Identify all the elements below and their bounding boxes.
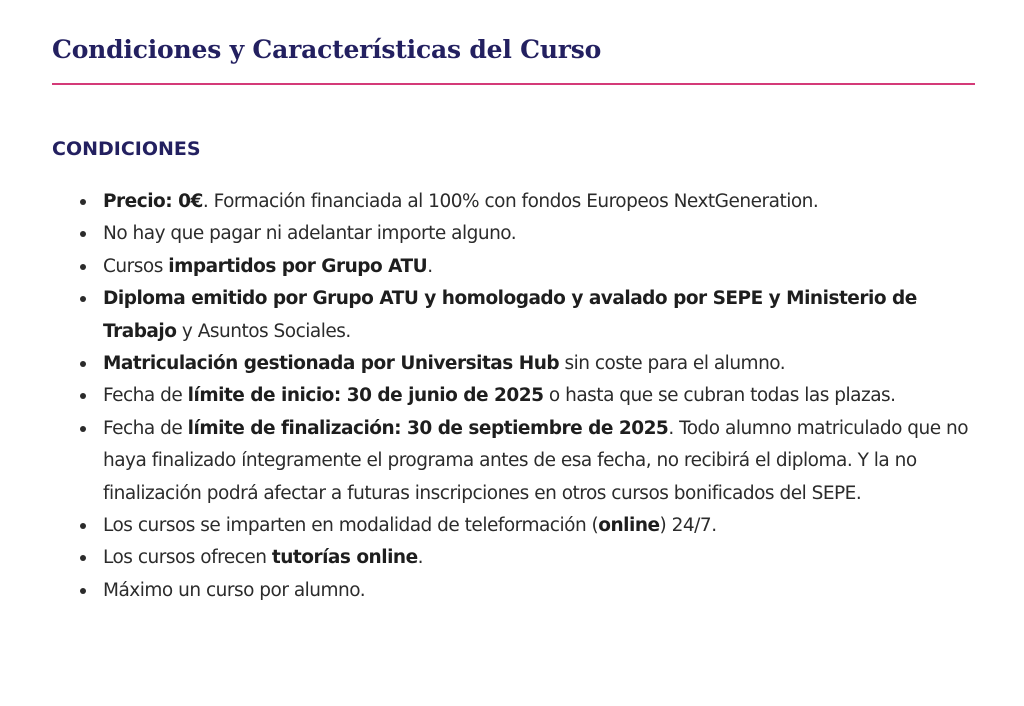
list-item bbox=[103, 575, 983, 607]
item-text: Fecha de bbox=[103, 385, 188, 407]
item-text: Los cursos ofrecen bbox=[103, 547, 272, 569]
bullet-icon bbox=[80, 231, 86, 237]
bullet-icon bbox=[80, 426, 86, 432]
item-text: Máximo un curso por alumno. bbox=[103, 579, 366, 601]
list-item bbox=[103, 251, 983, 283]
bullet-icon bbox=[80, 393, 86, 399]
emphasis-text: online bbox=[598, 515, 660, 537]
bullet-icon bbox=[80, 264, 86, 270]
item-text: ) 24/7. bbox=[659, 515, 717, 537]
emphasis-text: tutorías online bbox=[271, 547, 418, 569]
emphasis-text: límite de finalización: 30 de septiembre de 2025 bbox=[187, 417, 669, 439]
emphasis-text: Diploma emitido por Grupo ATU y homologado y avalado por SEPE y Ministerio de Trabajo bbox=[103, 288, 917, 342]
item-text: sin coste para el alumno. bbox=[559, 353, 786, 375]
list-item bbox=[103, 542, 983, 574]
conditions-list bbox=[103, 186, 983, 607]
bullet-icon bbox=[80, 361, 86, 367]
emphasis-text: impartidos por Grupo ATU bbox=[168, 255, 428, 277]
item-text: y Asuntos Sociales. bbox=[176, 320, 351, 342]
bullet-icon bbox=[80, 588, 86, 594]
item-text: . bbox=[427, 255, 433, 277]
list-item bbox=[103, 283, 983, 348]
list-item bbox=[103, 186, 983, 218]
bullet-icon bbox=[80, 523, 86, 529]
item-text: . Todo alumno matriculado que no haya finalizado íntegramente el programa antes de esa fecha, no recibirá el diploma. Y la no finalización podrá afectar a futuras inscripciones en otros cursos bonificados del SEPE. bbox=[103, 417, 969, 504]
section-heading: CONDICIONES bbox=[52, 138, 201, 160]
emphasis-text: límite de inicio: 30 de junio de 2025 bbox=[187, 385, 544, 407]
bullet-icon bbox=[80, 199, 86, 205]
bullet-icon bbox=[80, 296, 86, 302]
emphasis-text: Matriculación gestionada por Universitas Hub bbox=[103, 353, 560, 375]
item-text: Fecha de bbox=[103, 417, 188, 439]
item-text: Los cursos se imparten en modalidad de teleformación ( bbox=[103, 515, 599, 537]
item-text: o hasta que se cubran todas las plazas. bbox=[543, 385, 896, 407]
list-item bbox=[103, 380, 983, 412]
bullet-icon bbox=[80, 555, 86, 561]
emphasis-text: Precio: 0€ bbox=[103, 191, 203, 212]
page-title: Condiciones y Características del Curso bbox=[52, 35, 602, 64]
item-text: . bbox=[417, 547, 424, 569]
list-item bbox=[103, 510, 983, 542]
title-divider bbox=[52, 83, 975, 85]
item-text: No hay que pagar ni adelantar importe alguno. bbox=[103, 223, 517, 245]
item-text: Cursos bbox=[103, 255, 169, 277]
item-text: . Formación financiada al 100% con fondos Europeos NextGeneration. bbox=[202, 191, 819, 212]
list-item bbox=[103, 218, 983, 250]
list-item bbox=[103, 413, 983, 510]
list-item bbox=[103, 348, 983, 380]
